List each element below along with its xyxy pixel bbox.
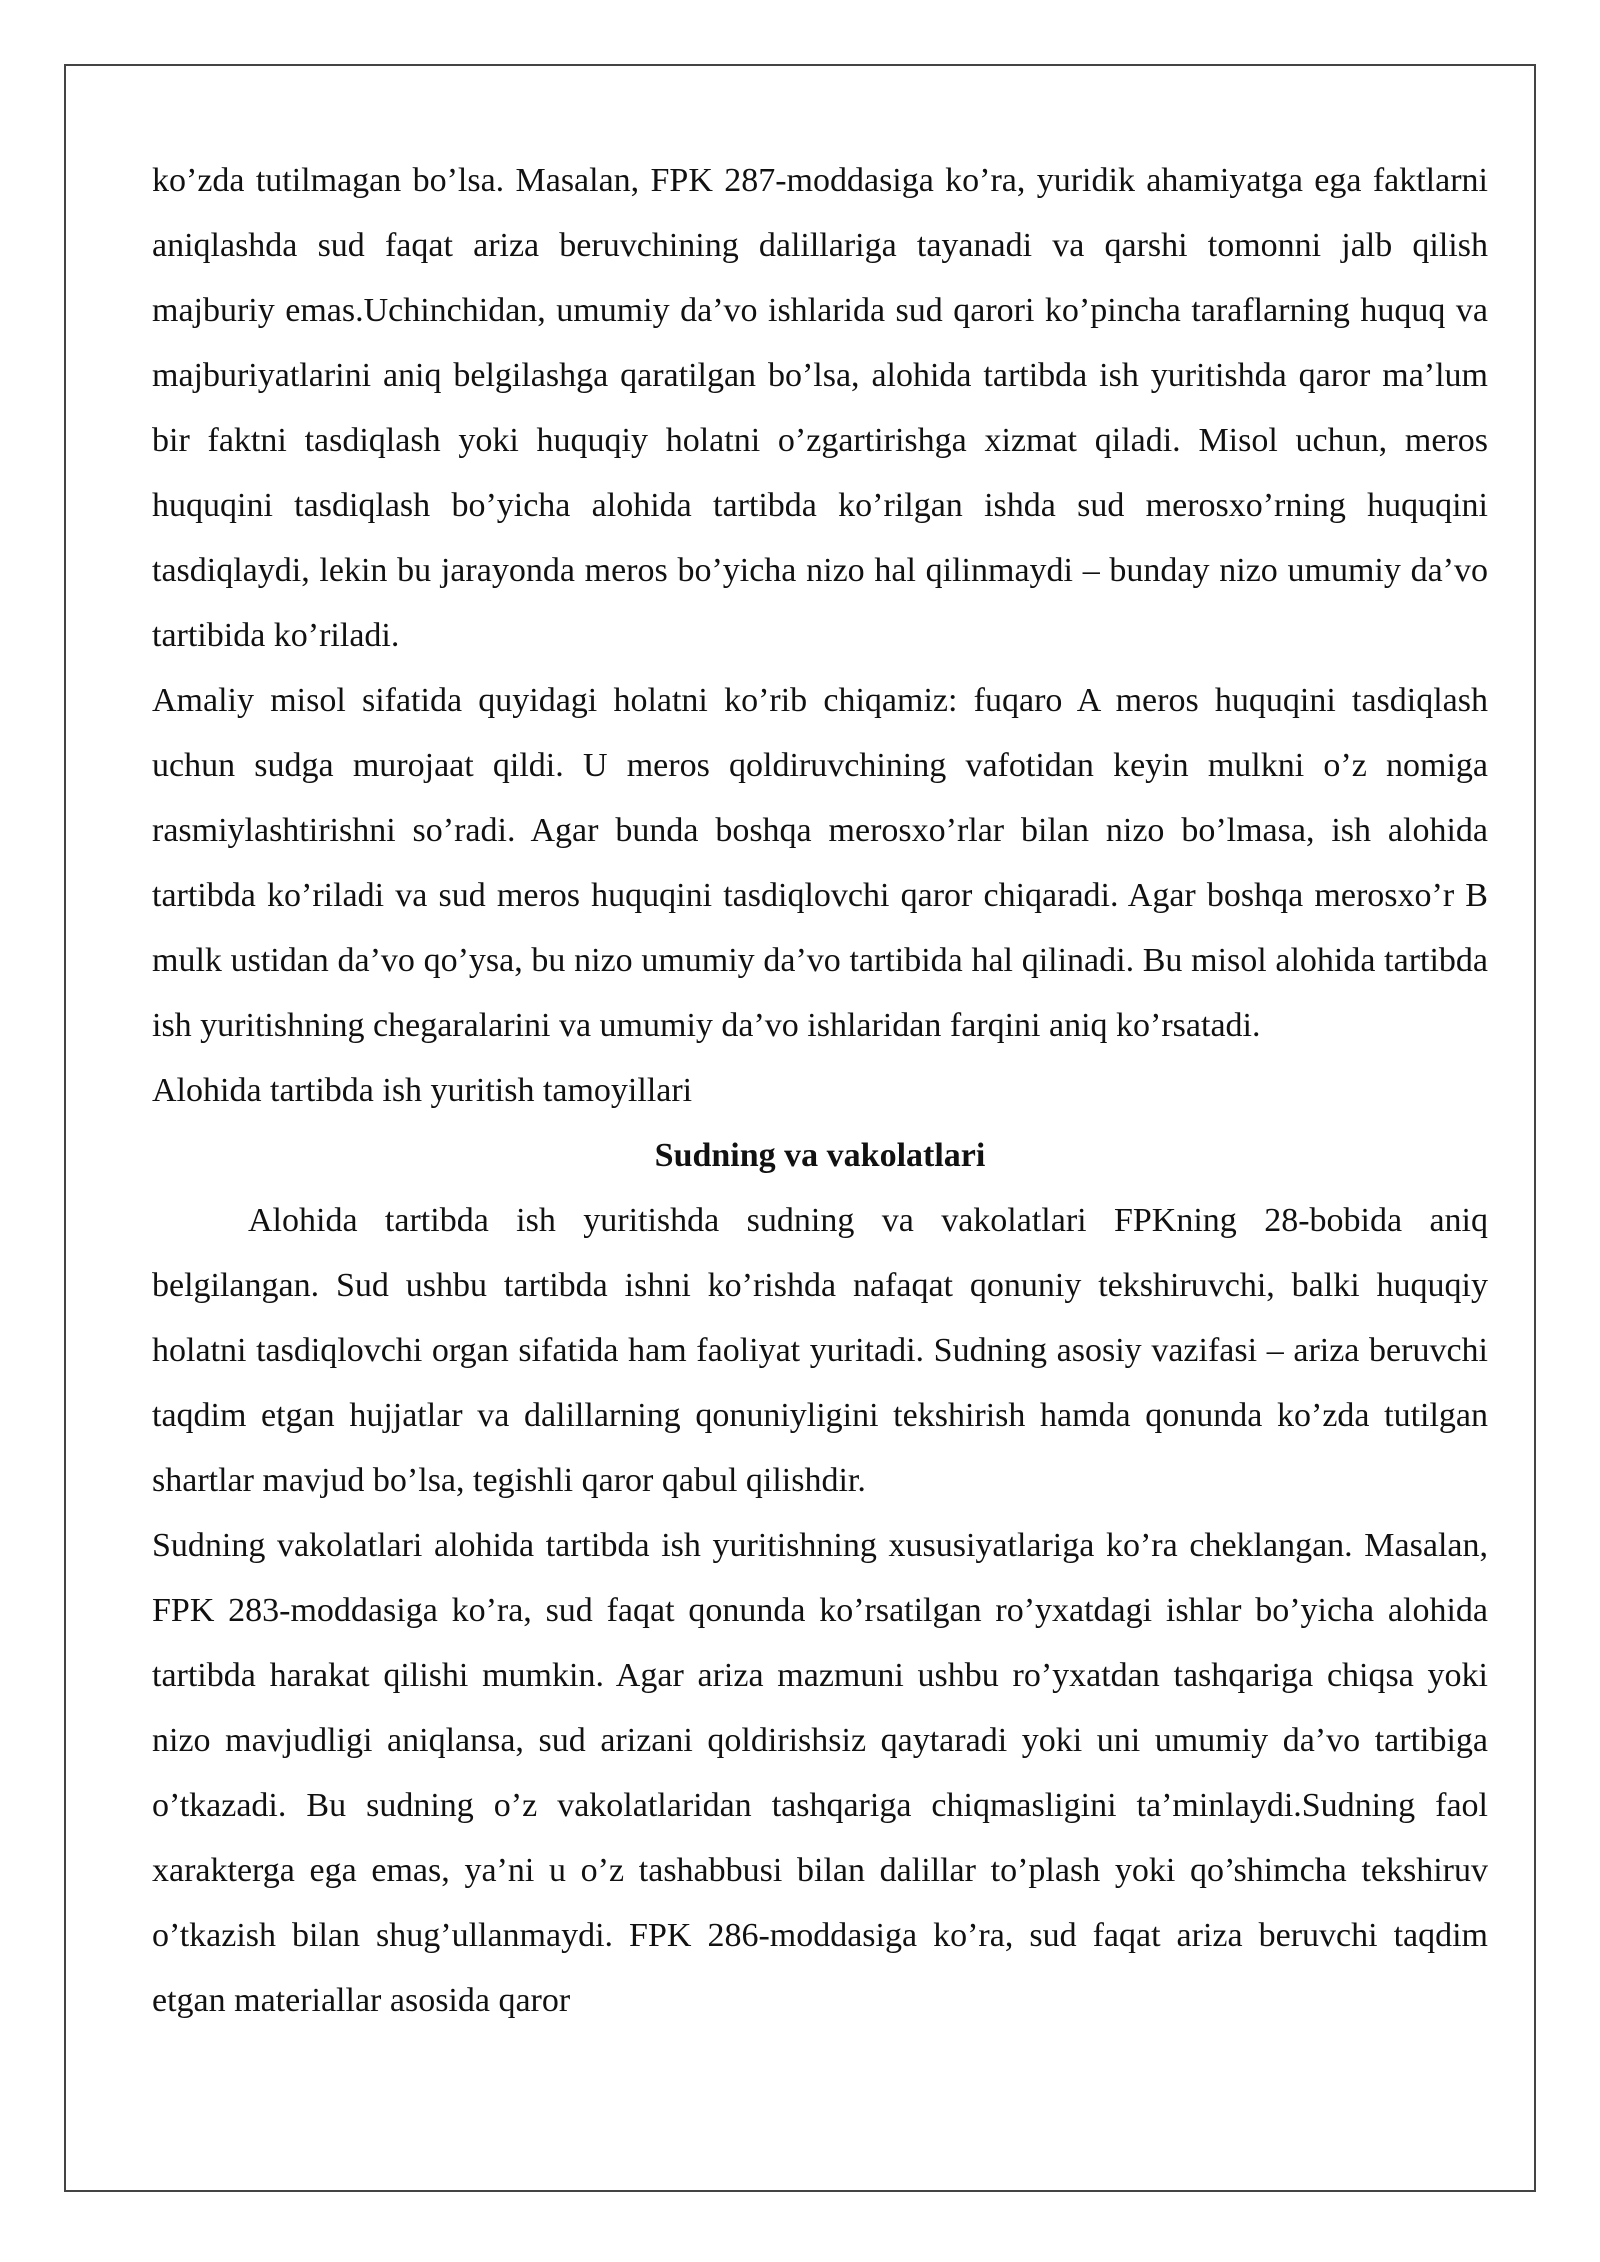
section-subtitle: Alohida tartibda ish yuritish tamoyillari [152,1072,693,1109]
paragraph-1: ko’zda tutilmagan bo’lsa. Masalan, FPK 287-moddasiga ko’ra, yuridik ahamiyatga ega faktlarni aniqlashda sud faqat ariza beruvchining dalillariga tayanadi va qarshi tomonni jalb qilish majburiy emas.Uchinchidan, umumiy da’vo ishlarida sud qarori ko’pincha taraflarning huquq va majburiyatlarini aniq belgilashga qaratilgan bo’lsa, alohida tartibda ish yuritishda qaror ma’lum bir faktni tasdiqlash yoki huquqiy holatni o’zgartirishga xizmat qiladi. Misol uchun, meros huquqini tasdiqlash bo’yicha alohida tartibda ko’rilgan ishda sud merosxo’rning huquqini tasdiqlaydi, lekin bu jarayonda meros bo’yicha nizo hal qilinmaydi – bunday nizo umumiy da’vo tartibida ko’riladi. [152,162,1488,654]
paragraph-3: Alohida tartibda ish yuritishda sudning va vakolatlari FPKning 28-bobida aniq belgilangan. Sud ushbu tartibda ishni ko’rishda nafaqat qonuniy tekshiruvchi, balki huquqiy holatni tasdiqlovchi organ sifatida ham faoliyat yuritadi. Sudning asosiy vazifasi – ariza beruvchi taqdim etgan hujjatlar va dalillarning qonuniyligini tekshirish hamda qonunda ko’zda tutilgan shartlar mavjud bo’lsa, tegishli qaror qabul qilishdir. [152,1202,1488,1499]
paragraph-4: Sudning vakolatlari alohida tartibda ish yuritishning xususiyatlariga ko’ra cheklangan. Masalan, FPK 283-moddasiga ko’ra, sud faqat qonunda ko’rsatilgan ro’yxatdagi ishlar bo’yicha alohida tartibda harakat qilishi mumkin. Agar ariza mazmuni ushbu ro’yxatdan tashqariga chiqsa yoki nizo mavjudligi aniqlansa, sud arizani qoldirishsiz qaytaradi yoki uni umumiy da’vo tartibiga o’tkazadi. Bu sudning o’z vakolatlaridan tashqariga chiqmasligini ta’minlaydi.Sudning faol xarakterga ega emas, ya’ni u o’z tashabbusi bilan dalillar to’plash yoki qo’shimcha tekshiruv o’tkazish bilan shug’ullanmaydi. FPK 286-moddasiga ko’ra, sud faqat ariza beruvchi taqdim etgan materiallar asosida qaror [152,1527,1488,2019]
document-body [152,148,1488,2033]
paragraph-2: Amaliy misol sifatida quyidagi holatni ko’rib chiqamiz: fuqaro A meros huquqini tasdiqlash uchun sudga murojaat qildi. U meros qoldiruvchining vafotidan keyin mulkni o’z nomiga rasmiylashtirishni so’radi. Agar bunda boshqa merosxo’rlar bilan nizo bo’lmasa, ish alohida tartibda ko’riladi va sud meros huquqini tasdiqlovchi qaror chiqaradi. Agar boshqa merosxo’r B mulk ustidan da’vo qo’ysa, bu nizo umumiy da’vo tartibida hal qilinadi. Bu misol alohida tartibda ish yuritishning chegaralarini va umumiy da’vo ishlaridan farqini aniq ko’rsatadi. [152,682,1488,1044]
section-heading: Sudning va vakolatlari [654,1137,986,1174]
